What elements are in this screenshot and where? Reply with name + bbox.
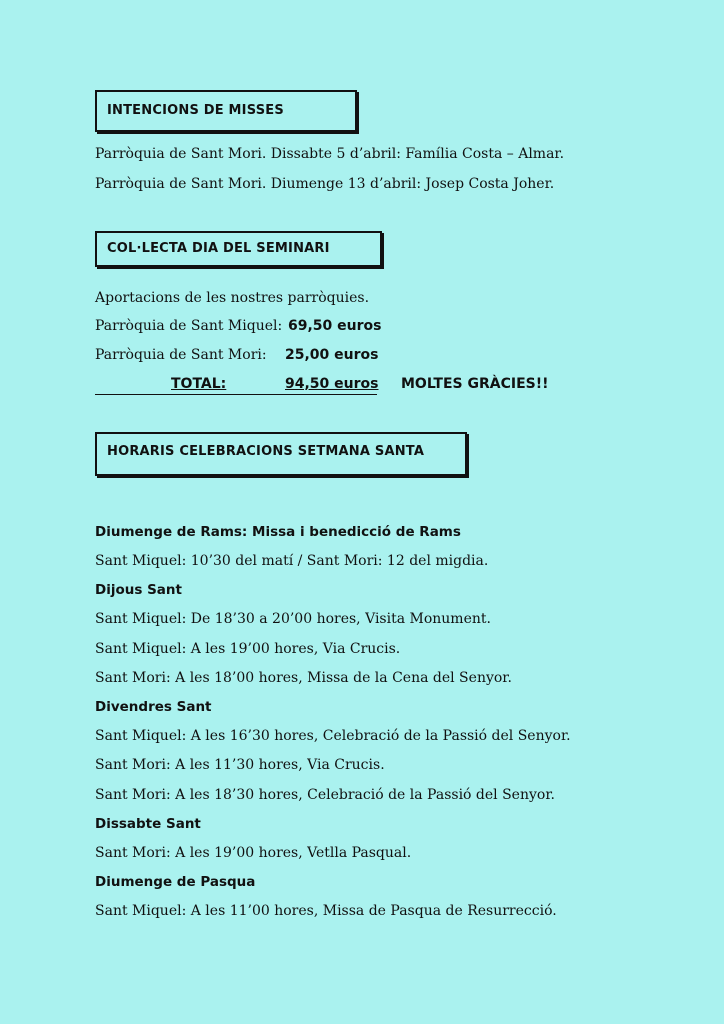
collecta-total-label: TOTAL: (171, 376, 227, 392)
intencions-title-box (95, 90, 357, 132)
collecta-intro: Aportacions de les nostres parròquies. (95, 290, 370, 306)
day-heading-divendres: Divendres Sant (95, 699, 212, 715)
collecta-miquel-label: Parròquia de Sant Miquel: (95, 318, 283, 334)
collecta-thanks: MOLTES GRÀCIES!! (401, 376, 549, 392)
day-heading-rams: Diumenge de Rams: Missa i benedicció de Rams (95, 524, 461, 540)
horaris-title: HORARIS CELEBRACIONS SETMANA SANTA (107, 444, 425, 459)
schedule-item: Sant Mori: A les 11’30 hores, Via Crucis. (95, 757, 385, 773)
day-heading-pasqua: Diumenge de Pasqua (95, 874, 256, 890)
collecta-title-box (95, 231, 382, 267)
intencions-title: INTENCIONS DE MISSES (107, 103, 284, 118)
collecta-miquel-amount: 69,50 euros (288, 318, 382, 334)
schedule-item: Sant Miquel: A les 19’00 hores, Via Crucis. (95, 641, 401, 657)
collecta-mori-amount: 25,00 euros (285, 347, 379, 363)
collecta-total-amount: 94,50 euros (285, 376, 379, 392)
intencio-line-1: Parròquia de Sant Mori. Dissabte 5 d’abril: Família Costa – Almar. (95, 146, 565, 162)
day-heading-dissabte: Dissabte Sant (95, 816, 201, 832)
schedule-item: Sant Mori: A les 18’30 hores, Celebració de la Passió del Senyor. (95, 787, 555, 803)
day-heading-dijous: Dijous Sant (95, 582, 182, 598)
collecta-title: COL·LECTA DIA DEL SEMINARI (107, 241, 330, 256)
schedule-item: Sant Mori: A les 18’00 hores, Missa de la Cena del Senyor. (95, 670, 512, 686)
schedule-item: Sant Miquel: 10’30 del matí / Sant Mori: 12 del migdia. (95, 553, 489, 569)
schedule-item: Sant Miquel: De 18’30 a 20’00 hores, Visita Monument. (95, 611, 491, 627)
horaris-title-box (95, 432, 467, 476)
schedule-item: Sant Miquel: A les 11’00 hores, Missa de Pasqua de Resurrecció. (95, 903, 557, 919)
collecta-mori-label: Parròquia de Sant Mori: (95, 347, 267, 363)
intencio-line-2: Parròquia de Sant Mori. Diumenge 13 d’abril: Josep Costa Joher. (95, 176, 555, 192)
schedule-item: Sant Miquel: A les 16’30 hores, Celebració de la Passió del Senyor. (95, 728, 571, 744)
schedule-item: Sant Mori: A les 19’00 hores, Vetlla Pasqual. (95, 845, 412, 861)
